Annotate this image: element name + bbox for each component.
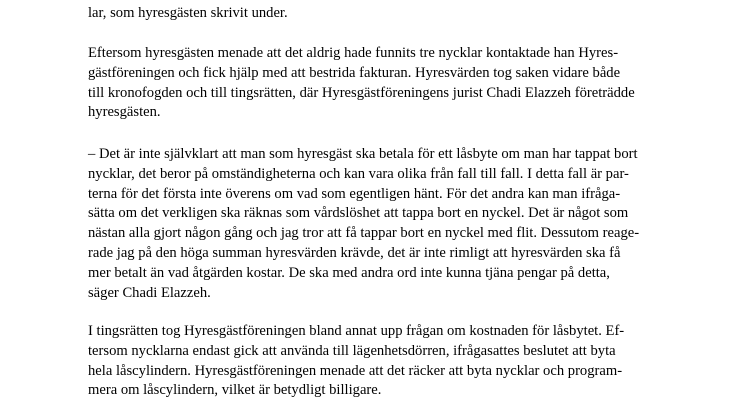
text-line: till kronofogden och till tingsrätten, där Hyresgästföreningens jurist Chadi Elazzeh företrädde	[88, 84, 635, 101]
text-line: Eftersom hyresgästen menade att det aldrig hade funnits tre nycklar kontaktade han Hyres-	[88, 45, 619, 61]
text-line: lar, som hyresgästen skrivit under.	[88, 5, 288, 21]
text-line: nästan alla gjort någon gång och jag tror att få tappar bort en nyckel med flit. Dessutom reage-	[88, 225, 640, 242]
text-line: mera om låscylindern, vilket är betydligt billigare.	[88, 382, 382, 399]
text-line: säger Chadi Elazzeh.	[88, 284, 211, 301]
text-line: tersom nycklarna endast gick att använda till lägenhetsdörren, ifrågasattes beslutet att byta	[88, 342, 616, 359]
text-line: I tingsrätten tog Hyresgästföreningen bland annat upp frågan om kostnaden för låsbytet. Ef-	[88, 323, 625, 339]
paragraph-quote	[88, 145, 648, 303]
text-line: mer betalt än vad åtgärden kostar. De ska med andra ord inte kunna tjäna pengar på detta,	[88, 264, 610, 281]
text-line: gästföreningen och fick hjälp med att bestrida fakturan. Hyresvärden tog saken vidare både	[88, 64, 621, 81]
text-line: sätta om det verkligen ska räknas som vårdslöshet att tappa bort en nyckel. Det är något som	[88, 205, 629, 222]
text-line: nycklar, det beror på omständigheterna och kan vara olika från fall till fall. I detta fall är par-	[88, 165, 629, 182]
paragraph-dispute	[88, 44, 648, 123]
paragraph-court	[88, 322, 648, 401]
text-line: – Det är inte självklart att man som hyresgäst ska betala för ett låsbyte om man har tappat bort	[88, 146, 638, 162]
text-line: hela låscylindern. Hyresgästföreningen menade att det räcker att byta nycklar och program-	[88, 362, 623, 379]
text-line: hyresgästen.	[88, 104, 161, 121]
text-line: rade jag på den höga summan hyresvärden krävde, det är inte rimligt att hyresvärden ska få	[88, 244, 621, 261]
paragraph-intro-end	[88, 4, 648, 24]
text-line: terna för det första inte överens om vad som egentligen hänt. För det andra kan man ifråga-	[88, 185, 621, 202]
